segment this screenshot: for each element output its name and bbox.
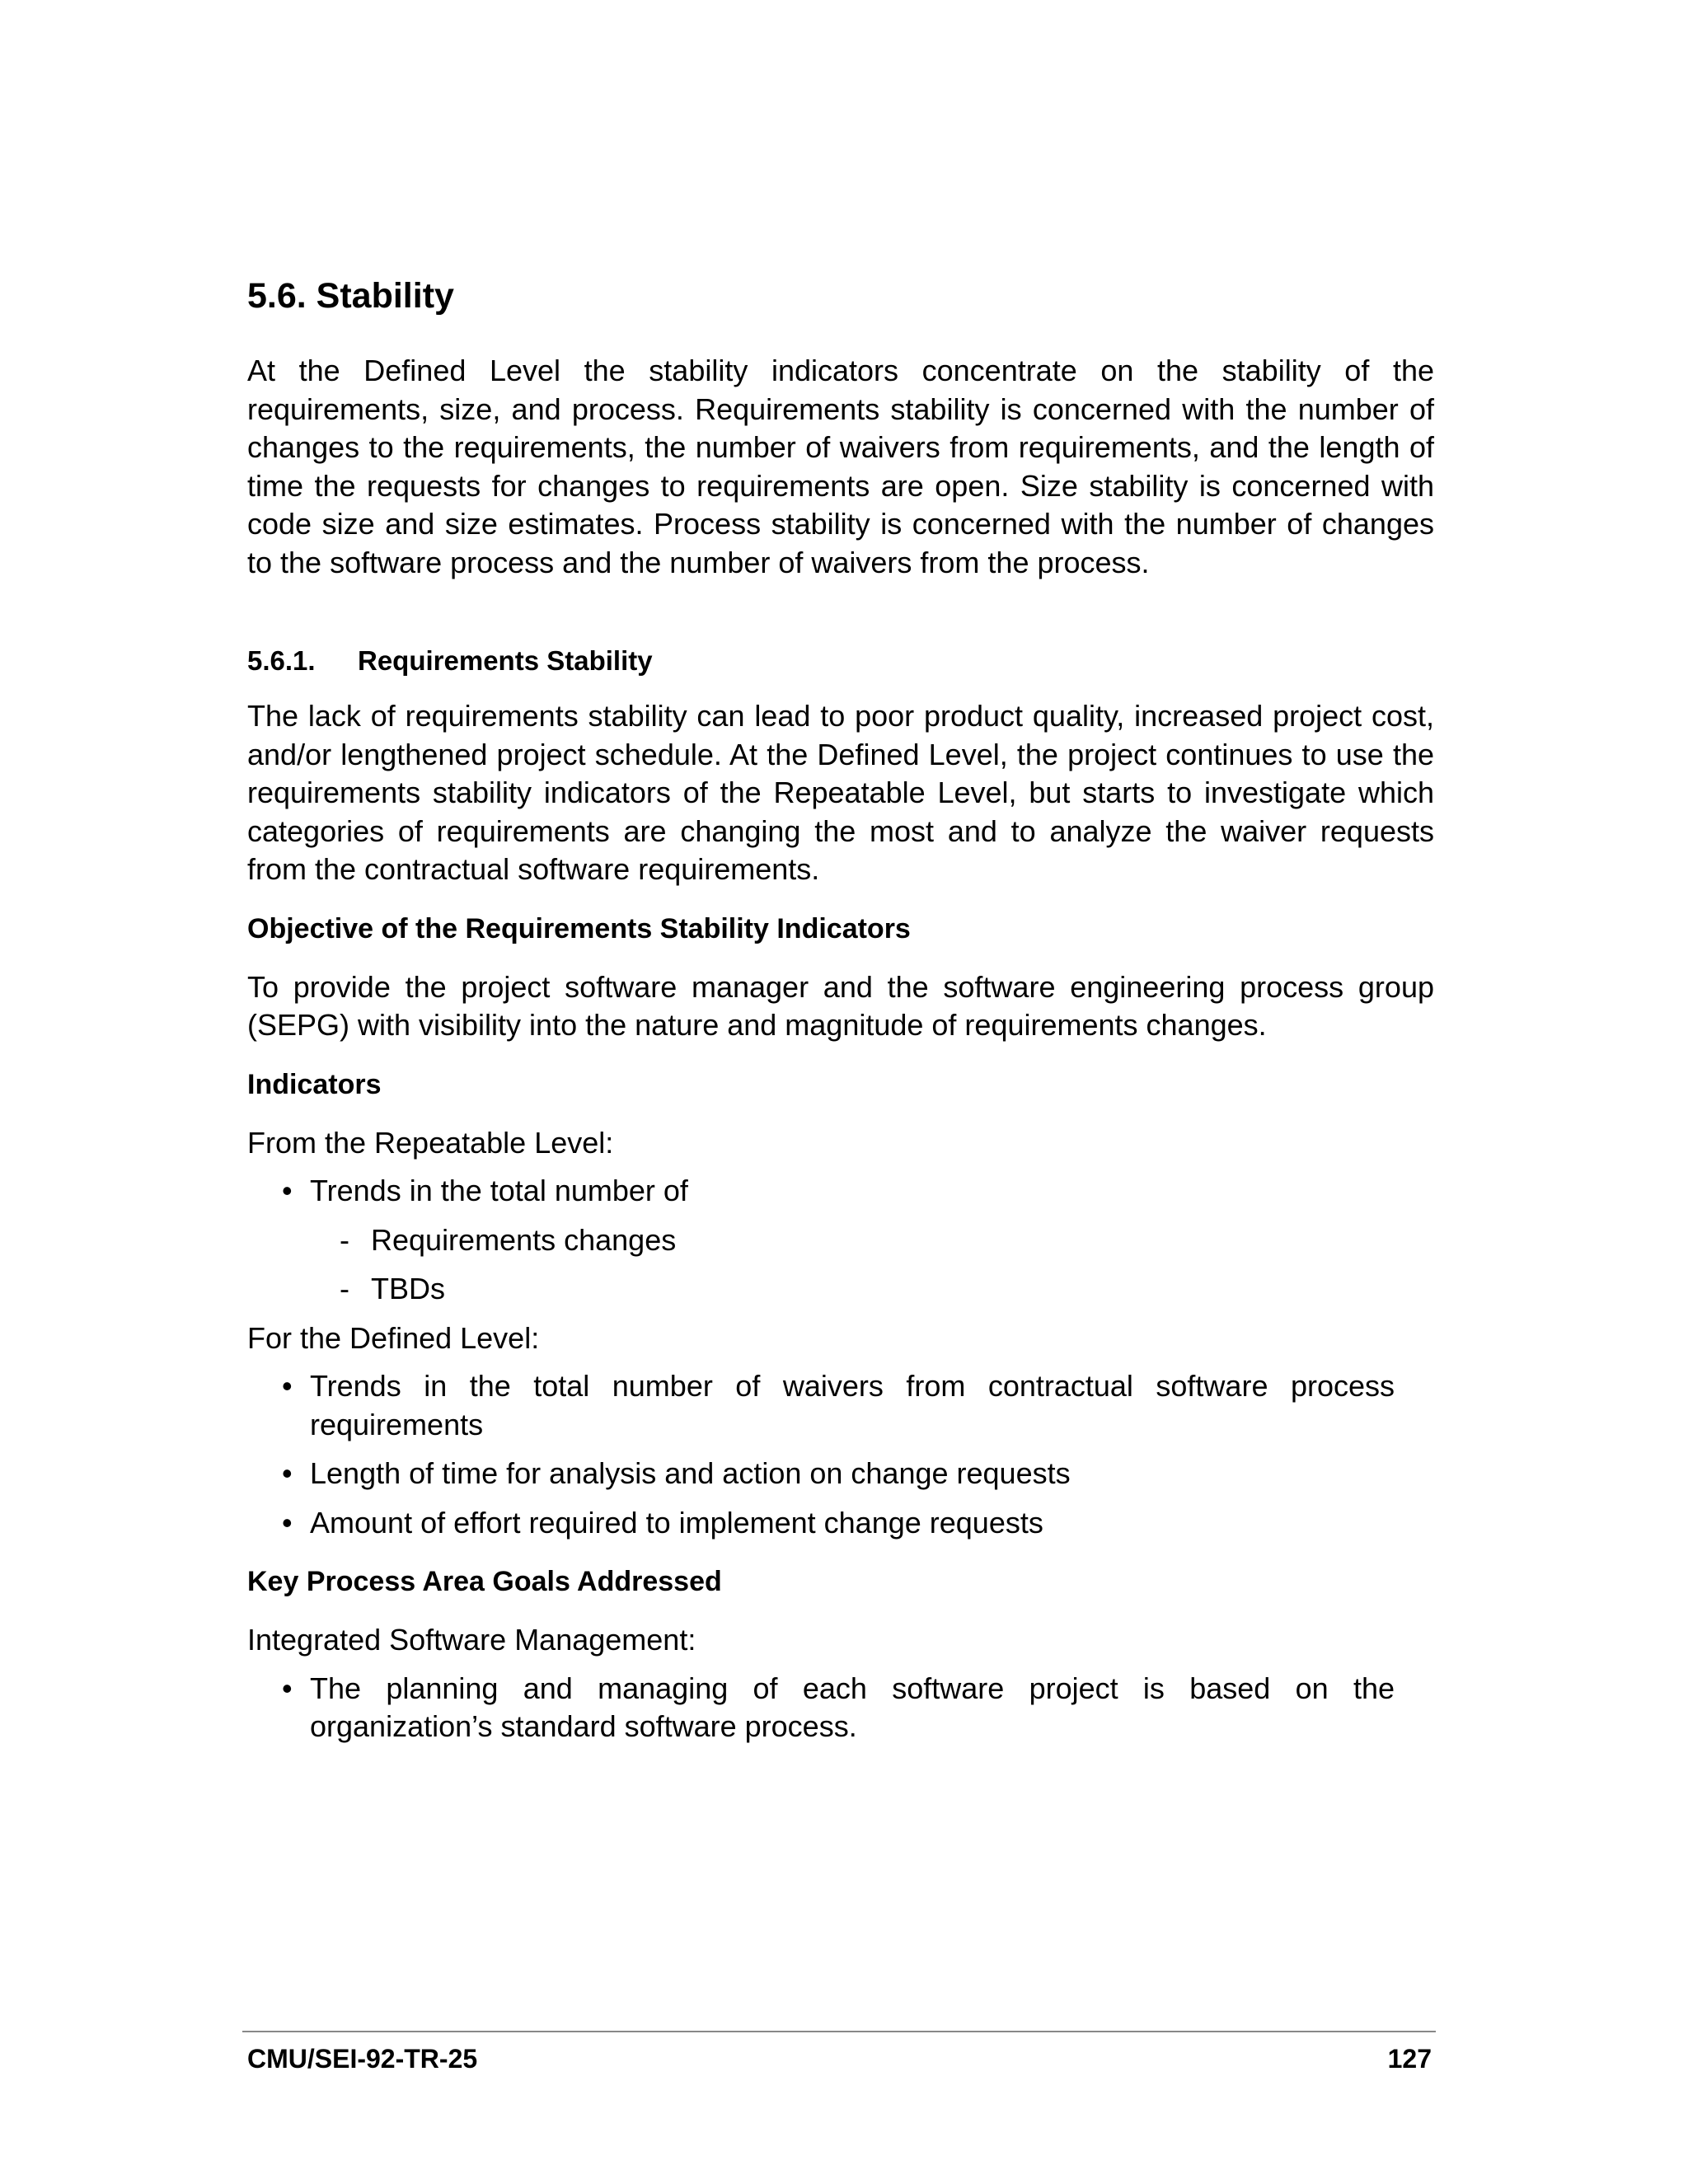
sub-list-item-text: Requirements changes	[371, 1222, 677, 1257]
list-item	[247, 1367, 1434, 1444]
bullet-marker: •	[282, 1456, 293, 1490]
list-item-text: Trends in the total number of waivers from contractual software process requirements	[310, 1369, 1395, 1441]
list-item	[247, 1504, 1434, 1543]
kpa-heading: Key Process Area Goals Addressed	[247, 1566, 722, 1597]
footer-page-number: 127	[1387, 2044, 1432, 2074]
list-item-text: Length of time for analysis and action on change requests	[310, 1456, 1071, 1490]
list-item	[247, 1670, 1434, 1746]
objective-text: To provide the project software manager and the software engineering process group (SEPG) with visibility into the nature and magnitude of requirements changes.	[247, 969, 1434, 1042]
repeatable-label: From the Repeatable Level:	[247, 1125, 614, 1160]
defined-list	[247, 1367, 1434, 1542]
bullet-marker: •	[282, 1369, 293, 1403]
objective-heading: Objective of the Requirements Stability Indicators	[247, 912, 911, 944]
subsection-paragraph: The lack of requirements stability can lead to poor product quality, increased project cost, and/or lengthened project schedule. At the Defined Level, the project continues to use the requirements stability indicators of the Repeatable Level, but starts to investigate which categories of requirements are changing the most and to analyze the waiver requests from the contractual software requirements.	[247, 699, 1434, 886]
repeatable-list	[247, 1172, 1434, 1309]
subsection-title: Requirements Stability	[358, 645, 653, 676]
bullet-marker: •	[282, 1505, 293, 1540]
bullet-marker: •	[282, 1174, 293, 1207]
bullet-marker: •	[282, 1671, 293, 1705]
repeatable-sublist	[310, 1221, 1395, 1309]
page-content	[247, 269, 1434, 1757]
list-item-text: The planning and managing of each software project is based on the organization’s standard software process.	[310, 1671, 1395, 1743]
dash-marker: -	[340, 1222, 349, 1257]
sub-list-item	[310, 1270, 1395, 1309]
indicators-heading: Indicators	[247, 1068, 382, 1100]
subsection-heading	[247, 641, 1434, 681]
list-item-text: Trends in the total number of	[310, 1174, 688, 1207]
kpa-label: Integrated Software Management:	[247, 1623, 696, 1657]
footer-divider	[242, 2031, 1436, 2032]
list-item-text: Amount of effort required to implement change requests	[310, 1505, 1043, 1540]
footer-report-id: CMU/SEI-92-TR-25	[247, 2044, 478, 2074]
list-item	[247, 1172, 1434, 1309]
defined-label: For the Defined Level:	[247, 1320, 540, 1355]
list-item	[247, 1455, 1434, 1493]
section-intro: At the Defined Level the stability indicators concentrate on the stability of the requirements, size, and process. Requirements stability is concerned with the number of changes to the requirements, the number of waivers from requirements, and the length of time the requests for changes to requirements are open. Size stability is concerned with code size and size estimates. Process stability is concerned with the number of changes to the software process and the number of waivers from the process.	[247, 354, 1434, 579]
dash-marker: -	[340, 1272, 349, 1305]
kpa-list	[247, 1670, 1434, 1746]
sub-list-item-text: TBDs	[371, 1272, 445, 1305]
sub-list-item	[310, 1221, 1395, 1260]
section-title: 5.6. Stability	[247, 276, 454, 316]
subsection-number: 5.6.1.	[247, 645, 316, 676]
